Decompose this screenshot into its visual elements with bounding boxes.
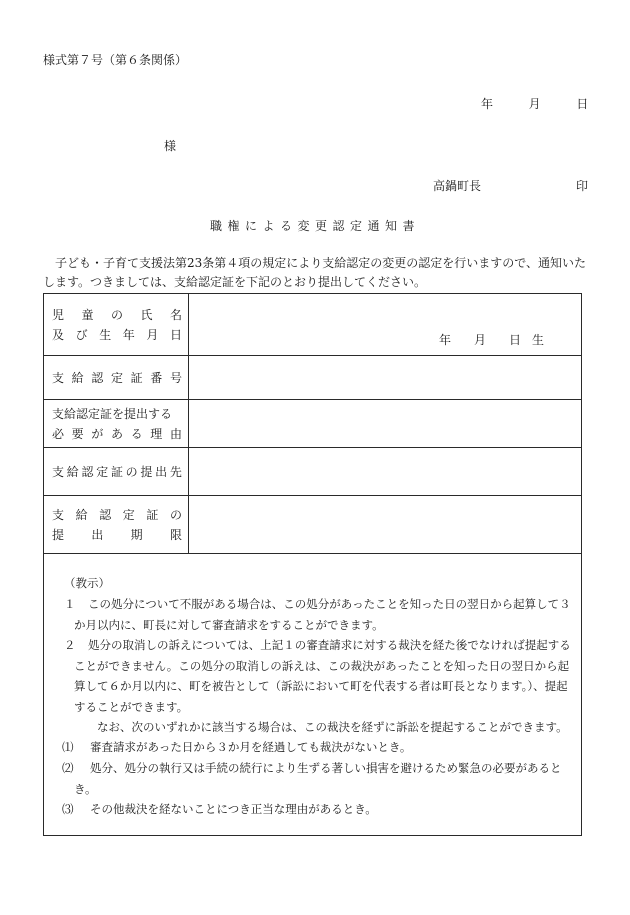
form-number: 様式第７号（第６条関係） bbox=[43, 53, 188, 67]
appeal-notice bbox=[43, 551, 582, 836]
notice-sub-number: ⑵ bbox=[62, 761, 74, 775]
label-char: 認 bbox=[81, 464, 94, 479]
child-name-birth-label bbox=[44, 294, 189, 356]
label-char: 日 bbox=[169, 327, 182, 342]
label-char: 期 bbox=[130, 527, 143, 542]
notice-sub-text: 審査請求があった日から３か月を経過しても裁決がないとき。 bbox=[90, 740, 412, 754]
label-char: 限 bbox=[169, 527, 182, 542]
date-year: 年 bbox=[481, 97, 494, 111]
label-char: の bbox=[125, 464, 138, 479]
notice-item-text: 処分の取消しの訴えについては、上記１の審査請求に対する裁決を経た後でなければ提起することができません。この処分の取消しの訴えは、この裁決があったことを知った日の翌日から起算して６か月以内に、町を被告として（訴訟において町を代表する者は町長となります。）、提起することができます。 bbox=[74, 638, 571, 714]
label-char: 定 bbox=[122, 507, 135, 522]
certificate-number-label bbox=[44, 356, 189, 400]
label-char: 給 bbox=[75, 507, 88, 522]
label-char: 支 bbox=[52, 370, 65, 385]
label-char: 必 bbox=[52, 426, 65, 441]
label-char: 氏 bbox=[140, 307, 153, 322]
table-row bbox=[44, 294, 582, 356]
label-char: 支 bbox=[52, 464, 65, 479]
label-line bbox=[52, 325, 182, 345]
label-char: 認 bbox=[91, 370, 104, 385]
label-line: 支給認定証を提出する bbox=[52, 406, 173, 421]
notice-item-number: １ bbox=[64, 597, 76, 611]
label-char: 出 bbox=[155, 464, 168, 479]
seal-mark: 印 bbox=[576, 179, 589, 193]
submission-destination-label bbox=[44, 448, 189, 496]
label-char: 給 bbox=[71, 370, 84, 385]
label-char: 支 bbox=[52, 507, 65, 522]
birth-year: 年 bbox=[439, 333, 452, 347]
info-table bbox=[43, 293, 582, 554]
birth-day: 日 bbox=[509, 333, 522, 347]
label-char: 番 bbox=[150, 370, 163, 385]
label-char: 号 bbox=[169, 370, 182, 385]
label-char: 出 bbox=[91, 527, 104, 542]
label-char: あ bbox=[110, 426, 123, 441]
certificate-number-field[interactable] bbox=[189, 356, 582, 400]
submission-reason-label bbox=[44, 400, 189, 448]
notice-item-number: ２ bbox=[64, 638, 76, 652]
submission-reason-field[interactable] bbox=[189, 400, 582, 448]
label-char: 理 bbox=[150, 426, 163, 441]
child-name-birth-field[interactable] bbox=[189, 294, 582, 356]
label-char: 認 bbox=[99, 507, 112, 522]
label-char: 証 bbox=[146, 507, 159, 522]
label-char: 由 bbox=[169, 426, 182, 441]
notice-sub-number: ⑶ bbox=[62, 802, 74, 816]
birth-month: 月 bbox=[474, 333, 487, 347]
notice-heading: （教示） bbox=[64, 576, 110, 590]
issue-date bbox=[481, 95, 588, 112]
label-char: 及 bbox=[52, 327, 65, 342]
issuer-name: 高鍋町長 bbox=[433, 179, 482, 193]
notice-note: なお、次のいずれかに該当する場合は、この裁決を経ずに訴訟を提起することができます。 bbox=[97, 720, 568, 734]
label-char: 童 bbox=[81, 307, 94, 322]
table-row bbox=[44, 356, 582, 400]
submission-deadline-field[interactable] bbox=[189, 496, 582, 554]
label-char: 月 bbox=[146, 327, 159, 342]
intro-text: 子ども・子育て支援法第23条第４項の規定により支給認定の変更の認定を行いますので、通知いたします。つきましては、支給認定証を下記のとおり提出してください。 bbox=[43, 256, 587, 289]
notice-item-text: この処分について不服がある場合は、この処分があったことを知った日の翌日から起算して３か月以内に、町長に対して審査請求をすることができます。 bbox=[74, 597, 571, 632]
label-char: 証 bbox=[110, 464, 123, 479]
label-char: る bbox=[130, 426, 143, 441]
label-char: の bbox=[110, 307, 123, 322]
label-char: 提 bbox=[140, 464, 153, 479]
submission-destination-field[interactable] bbox=[189, 448, 582, 496]
table-row bbox=[44, 400, 582, 448]
label-char: が bbox=[91, 426, 104, 441]
label-char: 年 bbox=[122, 327, 135, 342]
table-row bbox=[44, 448, 582, 496]
label-char: の bbox=[169, 507, 182, 522]
label-char: 証 bbox=[130, 370, 143, 385]
label-char: 給 bbox=[66, 464, 79, 479]
notice-sub-text: 処分、処分の執行又は手続の続行により生ずる著しい損害を避けるため緊急の必要があるとき。 bbox=[74, 761, 562, 796]
birth-suffix: 生 bbox=[532, 333, 545, 347]
label-char: 生 bbox=[99, 327, 112, 342]
notice-sub-number: ⑴ bbox=[62, 740, 74, 754]
label-char: 先 bbox=[169, 464, 182, 479]
label-char: 児 bbox=[52, 307, 65, 322]
label-char: び bbox=[75, 327, 88, 342]
label-char: 定 bbox=[96, 464, 109, 479]
date-day: 日 bbox=[576, 97, 589, 111]
submission-deadline-label bbox=[44, 496, 189, 554]
addressee-suffix: 様 bbox=[164, 139, 177, 153]
date-month: 月 bbox=[528, 97, 541, 111]
label-char: 定 bbox=[110, 370, 123, 385]
label-line bbox=[52, 305, 182, 325]
label-char: 要 bbox=[71, 426, 84, 441]
label-char: 提 bbox=[52, 527, 65, 542]
document-title: 職権による変更認定通知書 bbox=[209, 219, 420, 233]
table-row bbox=[44, 496, 582, 554]
label-char: 名 bbox=[169, 307, 182, 322]
notice-sub-text: その他裁決を経ないことにつき正当な理由があるとき。 bbox=[90, 802, 377, 816]
